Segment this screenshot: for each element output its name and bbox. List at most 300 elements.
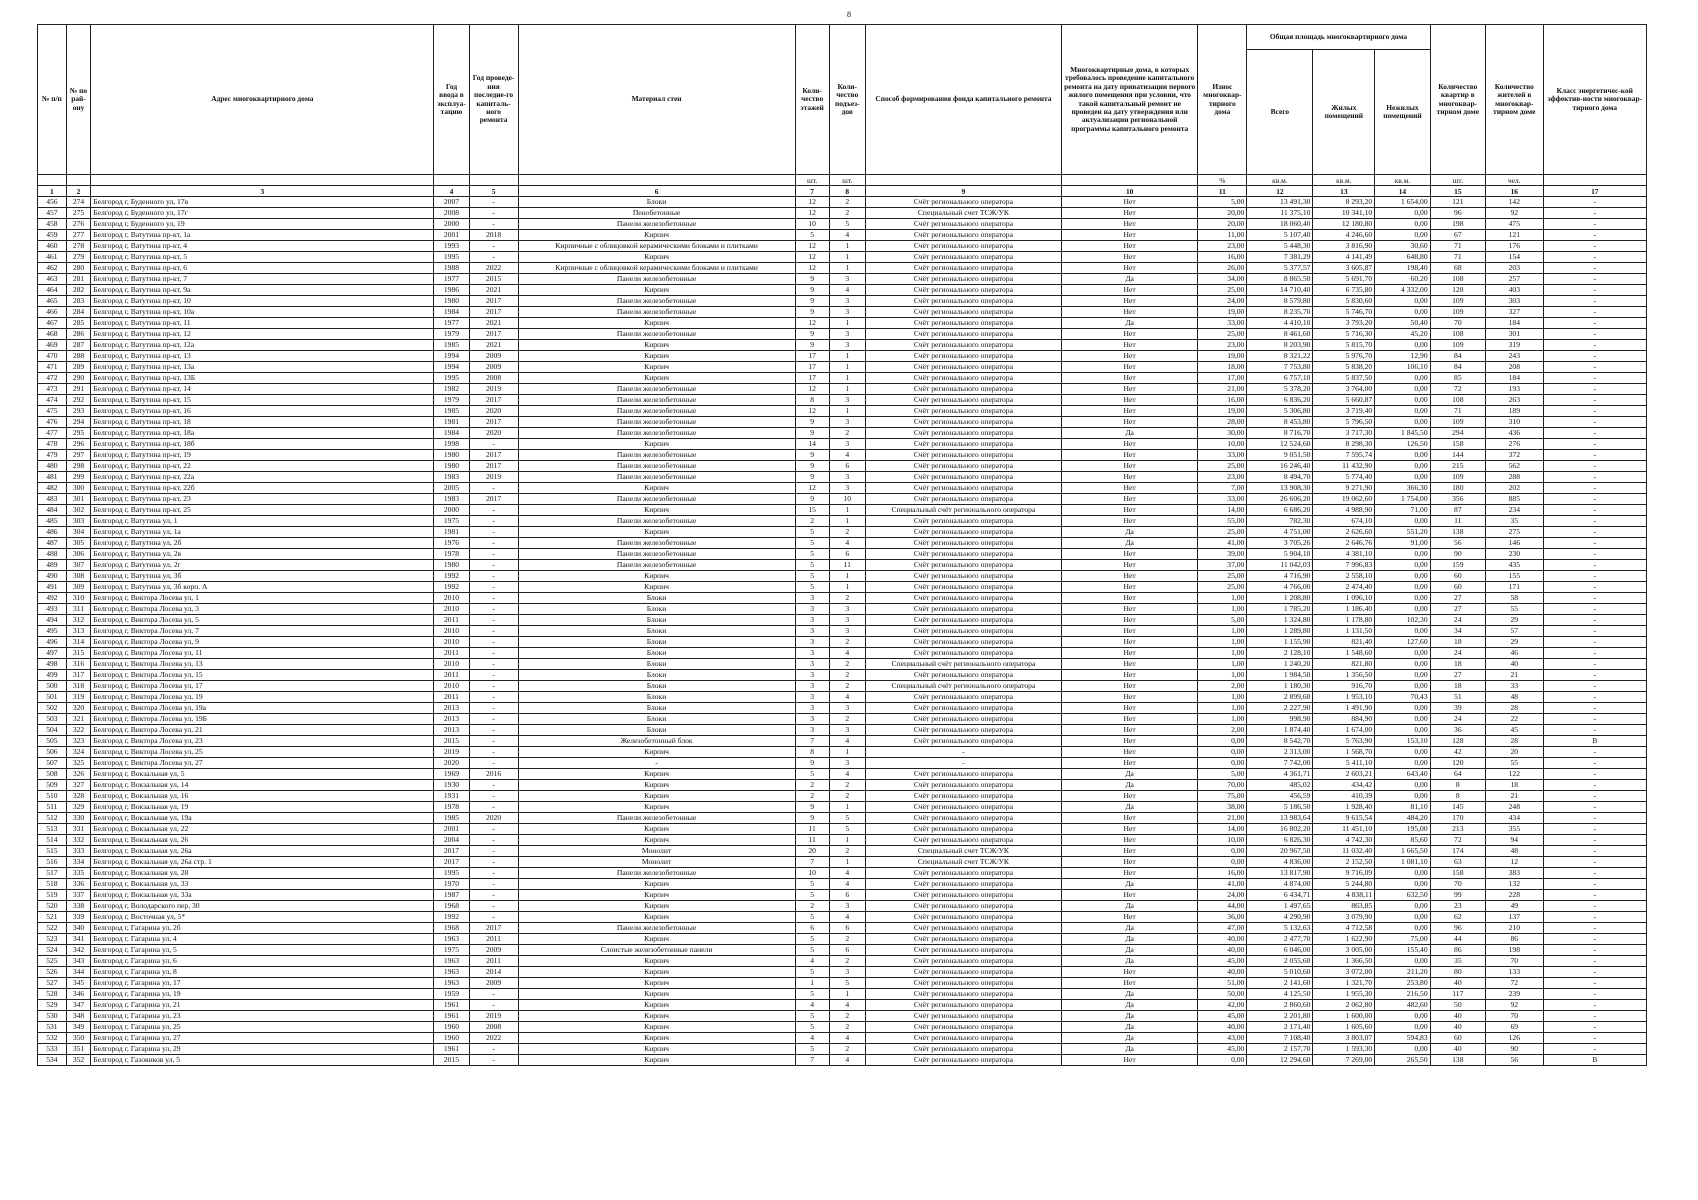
cell-floors: 9 bbox=[795, 461, 829, 472]
cell-entrances: 11 bbox=[829, 560, 865, 571]
cell-energy-class: - bbox=[1543, 758, 1646, 769]
cell-floors: 5 bbox=[795, 538, 829, 549]
cell-last-repair-year: - bbox=[469, 670, 518, 681]
cell-district-number: 275 bbox=[66, 208, 91, 219]
cell-area-total: 12 294,60 bbox=[1247, 1055, 1313, 1066]
cell-area-nonliving: 0,00 bbox=[1375, 923, 1430, 934]
cell-row-number: 471 bbox=[38, 362, 67, 373]
cell-year-built: 1985 bbox=[434, 813, 469, 824]
cell-area-nonliving: 0,00 bbox=[1375, 549, 1430, 560]
cell-wall-material: Блоки bbox=[518, 725, 795, 736]
cell-district-number: 331 bbox=[66, 824, 91, 835]
cell-wall-material: Панели железобетонные bbox=[518, 538, 795, 549]
cell-row-number: 467 bbox=[38, 318, 67, 329]
cell-residents: 48 bbox=[1486, 692, 1544, 703]
cell-year-built: 1988 bbox=[434, 263, 469, 274]
cell-repair-required: Нет bbox=[1061, 593, 1197, 604]
cell-district-number: 278 bbox=[66, 241, 91, 252]
cell-energy-class: - bbox=[1543, 483, 1646, 494]
cell-address: Белгород г, Ватутина пр-кт, 18 bbox=[91, 417, 434, 428]
cell-apartments: 145 bbox=[1430, 802, 1485, 813]
cell-row-number: 522 bbox=[38, 923, 67, 934]
cell-last-repair-year: - bbox=[469, 703, 518, 714]
cell-repair-required: Нет bbox=[1061, 472, 1197, 483]
cell-floors: 5 bbox=[795, 1011, 829, 1022]
cell-energy-class: - bbox=[1543, 208, 1646, 219]
cell-energy-class: - bbox=[1543, 670, 1646, 681]
cell-last-repair-year: 2021 bbox=[469, 318, 518, 329]
cell-wall-material: Кирпич bbox=[518, 373, 795, 384]
cell-wall-material: Панели железобетонные bbox=[518, 472, 795, 483]
column-number: 4 bbox=[434, 186, 469, 197]
cell-area-living: 3 072,00 bbox=[1313, 967, 1375, 978]
cell-area-total: 7 742,00 bbox=[1247, 758, 1313, 769]
header-floors: Коли-чество этажей bbox=[795, 25, 829, 175]
cell-area-living: 5 691,70 bbox=[1313, 274, 1375, 285]
cell-address: Белгород г, Ватутина пр-кт, 14 bbox=[91, 384, 434, 395]
cell-district-number: 279 bbox=[66, 252, 91, 263]
cell-area-total: 14 710,40 bbox=[1247, 285, 1313, 296]
cell-repair-required: Нет bbox=[1061, 978, 1197, 989]
cell-last-repair-year: - bbox=[469, 582, 518, 593]
cell-area-total: 5 186,50 bbox=[1247, 802, 1313, 813]
cell-year-built: 1985 bbox=[434, 406, 469, 417]
cell-entrances: 4 bbox=[829, 1033, 865, 1044]
cell-residents: 383 bbox=[1486, 868, 1544, 879]
cell-area-total: 9 051,50 bbox=[1247, 450, 1313, 461]
cell-entrances: 2 bbox=[829, 593, 865, 604]
cell-wear: 51,00 bbox=[1198, 978, 1247, 989]
cell-wear: 36,00 bbox=[1198, 912, 1247, 923]
cell-apartments: 198 bbox=[1430, 219, 1485, 230]
cell-area-living: 6 735,80 bbox=[1313, 285, 1375, 296]
cell-area-nonliving: 12,90 bbox=[1375, 351, 1430, 362]
cell-repair-required: Нет bbox=[1061, 637, 1197, 648]
cell-year-built: 1987 bbox=[434, 890, 469, 901]
cell-apartments: 40 bbox=[1430, 1044, 1485, 1055]
cell-entrances: 4 bbox=[829, 285, 865, 296]
cell-address: Белгород г, Ватутина ул, 1а bbox=[91, 527, 434, 538]
cell-fund-method: Счёт регионального оператора bbox=[865, 285, 1061, 296]
cell-residents: 475 bbox=[1486, 219, 1544, 230]
cell-last-repair-year: - bbox=[469, 846, 518, 857]
cell-district-number: 334 bbox=[66, 857, 91, 868]
cell-area-total: 4 751,00 bbox=[1247, 527, 1313, 538]
cell-wear: 40,00 bbox=[1198, 1022, 1247, 1033]
table-row bbox=[38, 395, 1647, 406]
cell-repair-required: Нет bbox=[1061, 912, 1197, 923]
cell-energy-class: - bbox=[1543, 571, 1646, 582]
cell-entrances: 4 bbox=[829, 230, 865, 241]
cell-area-total: 998,90 bbox=[1247, 714, 1313, 725]
cell-area-total: 2 055,60 bbox=[1247, 956, 1313, 967]
cell-year-built: 1994 bbox=[434, 351, 469, 362]
cell-floors: 4 bbox=[795, 1000, 829, 1011]
cell-wall-material: Кирпич bbox=[518, 1011, 795, 1022]
cell-wall-material: Кирпич bbox=[518, 318, 795, 329]
cell-repair-required: Нет bbox=[1061, 362, 1197, 373]
cell-area-living: 10 341,10 bbox=[1313, 208, 1375, 219]
cell-energy-class: - bbox=[1543, 494, 1646, 505]
cell-district-number: 310 bbox=[66, 593, 91, 604]
cell-area-nonliving: 0,00 bbox=[1375, 703, 1430, 714]
cell-energy-class: - bbox=[1543, 747, 1646, 758]
cell-row-number: 509 bbox=[38, 780, 67, 791]
cell-last-repair-year: 2009 bbox=[469, 351, 518, 362]
cell-residents: 28 bbox=[1486, 703, 1544, 714]
cell-district-number: 301 bbox=[66, 494, 91, 505]
cell-apartments: 109 bbox=[1430, 296, 1485, 307]
cell-fund-method: Счёт регионального оператора bbox=[865, 307, 1061, 318]
cell-entrances: 3 bbox=[829, 703, 865, 714]
table-row bbox=[38, 571, 1647, 582]
table-row bbox=[38, 582, 1647, 593]
cell-year-built: 1980 bbox=[434, 461, 469, 472]
cell-last-repair-year: 2017 bbox=[469, 450, 518, 461]
cell-entrances: 1 bbox=[829, 384, 865, 395]
cell-fund-method: Счёт регионального оператора bbox=[865, 593, 1061, 604]
cell-last-repair-year: - bbox=[469, 527, 518, 538]
cell-repair-required: Нет bbox=[1061, 395, 1197, 406]
cell-last-repair-year: - bbox=[469, 989, 518, 1000]
cell-fund-method: Счёт регионального оператора bbox=[865, 1055, 1061, 1066]
cell-year-built: 1992 bbox=[434, 571, 469, 582]
cell-wall-material: Кирпич bbox=[518, 791, 795, 802]
table-row bbox=[38, 560, 1647, 571]
cell-repair-required: Да bbox=[1061, 945, 1197, 956]
cell-address: Белгород г, Виктора Лосева ул, 1 bbox=[91, 593, 434, 604]
cell-address: Белгород г, Вокзальная ул, 26а стр. 1 bbox=[91, 857, 434, 868]
cell-energy-class: - bbox=[1543, 967, 1646, 978]
cell-apartments: 60 bbox=[1430, 1033, 1485, 1044]
cell-repair-required: Да bbox=[1061, 879, 1197, 890]
cell-year-built: 1970 bbox=[434, 879, 469, 890]
cell-area-living: 3 719,40 bbox=[1313, 406, 1375, 417]
unit-floors: шт. bbox=[795, 175, 829, 186]
cell-row-number: 498 bbox=[38, 659, 67, 670]
cell-area-total: 6 434,71 bbox=[1247, 890, 1313, 901]
cell-row-number: 469 bbox=[38, 340, 67, 351]
cell-floors: 3 bbox=[795, 725, 829, 736]
cell-area-nonliving: 594,83 bbox=[1375, 1033, 1430, 1044]
cell-apartments: 40 bbox=[1430, 1022, 1485, 1033]
cell-fund-method: Специальный счет ТСЖ/УК bbox=[865, 846, 1061, 857]
cell-area-total: 1 497,65 bbox=[1247, 901, 1313, 912]
cell-wall-material: Панели железобетонные bbox=[518, 923, 795, 934]
cell-entrances: 1 bbox=[829, 252, 865, 263]
cell-entrances: 2 bbox=[829, 714, 865, 725]
cell-area-living: 863,85 bbox=[1313, 901, 1375, 912]
cell-wall-material: Кирпич bbox=[518, 483, 795, 494]
cell-area-living: 5 815,70 bbox=[1313, 340, 1375, 351]
cell-repair-required: Нет bbox=[1061, 967, 1197, 978]
cell-year-built: 2020 bbox=[434, 758, 469, 769]
cell-energy-class: - bbox=[1543, 956, 1646, 967]
cell-last-repair-year: - bbox=[469, 736, 518, 747]
cell-residents: 176 bbox=[1486, 241, 1544, 252]
cell-fund-method: Счёт регионального оператора bbox=[865, 824, 1061, 835]
cell-area-nonliving: 216,50 bbox=[1375, 989, 1430, 1000]
cell-area-total: 8 235,70 bbox=[1247, 307, 1313, 318]
header-wall-material: Материал стен bbox=[518, 25, 795, 175]
cell-last-repair-year: - bbox=[469, 835, 518, 846]
cell-area-living: 5 716,30 bbox=[1313, 329, 1375, 340]
cell-repair-required: Нет bbox=[1061, 560, 1197, 571]
cell-wall-material: Блоки bbox=[518, 648, 795, 659]
table-row bbox=[38, 890, 1647, 901]
cell-wear: 25,00 bbox=[1198, 582, 1247, 593]
cell-district-number: 293 bbox=[66, 406, 91, 417]
cell-wear: 14,00 bbox=[1198, 505, 1247, 516]
cell-area-total: 8 321,22 bbox=[1247, 351, 1313, 362]
cell-address: Белгород г, Вокзальная ул, 19 bbox=[91, 802, 434, 813]
cell-address: Белгород г, Гагарина ул, 4 bbox=[91, 934, 434, 945]
unit-area-nonliving: кв.м. bbox=[1375, 175, 1430, 186]
cell-energy-class: - bbox=[1543, 901, 1646, 912]
cell-year-built: 2017 bbox=[434, 857, 469, 868]
table-row bbox=[38, 714, 1647, 725]
cell-area-total: 1 155,90 bbox=[1247, 637, 1313, 648]
cell-area-nonliving: 1 654,00 bbox=[1375, 197, 1430, 208]
table-row bbox=[38, 307, 1647, 318]
cell-residents: 35 bbox=[1486, 516, 1544, 527]
cell-wear: 10,00 bbox=[1198, 835, 1247, 846]
cell-area-living: 19 062,60 bbox=[1313, 494, 1375, 505]
cell-row-number: 460 bbox=[38, 241, 67, 252]
cell-wear: 25,00 bbox=[1198, 285, 1247, 296]
cell-area-nonliving: 366,30 bbox=[1375, 483, 1430, 494]
cell-last-repair-year: - bbox=[469, 219, 518, 230]
cell-district-number: 295 bbox=[66, 428, 91, 439]
cell-apartments: 24 bbox=[1430, 714, 1485, 725]
cell-address: Белгород г, Вокзальная ул, 14 bbox=[91, 780, 434, 791]
cell-row-number: 519 bbox=[38, 890, 67, 901]
cell-floors: 5 bbox=[795, 560, 829, 571]
cell-fund-method: Счёт регионального оператора bbox=[865, 923, 1061, 934]
cell-repair-required: Нет bbox=[1061, 824, 1197, 835]
cell-area-total: 2 157,70 bbox=[1247, 1044, 1313, 1055]
table-row bbox=[38, 593, 1647, 604]
table-row bbox=[38, 659, 1647, 670]
cell-wall-material: Кирпич bbox=[518, 340, 795, 351]
cell-area-nonliving: 0,00 bbox=[1375, 1011, 1430, 1022]
cell-address: Белгород г, Вокзальная ул, 22 bbox=[91, 824, 434, 835]
cell-entrances: 1 bbox=[829, 318, 865, 329]
cell-district-number: 335 bbox=[66, 868, 91, 879]
cell-year-built: 1963 bbox=[434, 956, 469, 967]
cell-wear: 40,00 bbox=[1198, 945, 1247, 956]
cell-energy-class: - bbox=[1543, 505, 1646, 516]
cell-year-built: 2010 bbox=[434, 593, 469, 604]
cell-floors: 7 bbox=[795, 1055, 829, 1066]
cell-entrances: 5 bbox=[829, 978, 865, 989]
cell-fund-method: Счёт регионального оператора bbox=[865, 494, 1061, 505]
cell-repair-required: Нет bbox=[1061, 505, 1197, 516]
cell-area-nonliving: 0,00 bbox=[1375, 1044, 1430, 1055]
cell-entrances: 4 bbox=[829, 736, 865, 747]
cell-row-number: 490 bbox=[38, 571, 67, 582]
cell-repair-required: Нет bbox=[1061, 736, 1197, 747]
header-district-number: № по рай-ону bbox=[66, 25, 91, 175]
cell-last-repair-year: 2017 bbox=[469, 395, 518, 406]
cell-area-nonliving: 1 754,00 bbox=[1375, 494, 1430, 505]
cell-address: Белгород г, Виктора Лосева ул, 17 bbox=[91, 681, 434, 692]
cell-floors: 1 bbox=[795, 978, 829, 989]
cell-area-total: 6 686,20 bbox=[1247, 505, 1313, 516]
cell-address: Белгород г, Виктора Лосева ул, 19а bbox=[91, 703, 434, 714]
cell-residents: 45 bbox=[1486, 725, 1544, 736]
cell-last-repair-year: 2022 bbox=[469, 263, 518, 274]
cell-area-nonliving: 0,00 bbox=[1375, 593, 1430, 604]
cell-row-number: 478 bbox=[38, 439, 67, 450]
cell-wear: 2,00 bbox=[1198, 681, 1247, 692]
cell-wear: 38,00 bbox=[1198, 802, 1247, 813]
cell-area-living: 4 381,10 bbox=[1313, 549, 1375, 560]
cell-year-built: 1983 bbox=[434, 494, 469, 505]
cell-wall-material: Панели железобетонные bbox=[518, 219, 795, 230]
cell-district-number: 339 bbox=[66, 912, 91, 923]
cell-wear: 45,00 bbox=[1198, 1044, 1247, 1055]
cell-residents: 92 bbox=[1486, 208, 1544, 219]
housing-registry-table bbox=[37, 24, 1647, 1066]
cell-area-nonliving: 1 081,10 bbox=[1375, 857, 1430, 868]
cell-fund-method: Счёт регионального оператора bbox=[865, 406, 1061, 417]
cell-floors: 9 bbox=[795, 296, 829, 307]
cell-repair-required: Да bbox=[1061, 274, 1197, 285]
table-row bbox=[38, 648, 1647, 659]
table-row bbox=[38, 241, 1647, 252]
cell-entrances: 2 bbox=[829, 1044, 865, 1055]
cell-wear: 10,00 bbox=[1198, 439, 1247, 450]
cell-residents: 310 bbox=[1486, 417, 1544, 428]
cell-energy-class: - bbox=[1543, 593, 1646, 604]
cell-area-living: 8 293,20 bbox=[1313, 197, 1375, 208]
cell-energy-class: - bbox=[1543, 461, 1646, 472]
cell-wear: 24,00 bbox=[1198, 890, 1247, 901]
cell-row-number: 524 bbox=[38, 945, 67, 956]
cell-apartments: 51 bbox=[1430, 692, 1485, 703]
cell-address: Белгород г, Виктора Лосева ул, 25 bbox=[91, 747, 434, 758]
cell-year-built: 1986 bbox=[434, 285, 469, 296]
cell-residents: 155 bbox=[1486, 571, 1544, 582]
cell-row-number: 512 bbox=[38, 813, 67, 824]
cell-apartments: 158 bbox=[1430, 439, 1485, 450]
cell-wall-material: Панели железобетонные bbox=[518, 461, 795, 472]
cell-wall-material: Блоки bbox=[518, 659, 795, 670]
cell-floors: 5 bbox=[795, 879, 829, 890]
cell-repair-required: Нет bbox=[1061, 571, 1197, 582]
cell-area-total: 2 201,80 bbox=[1247, 1011, 1313, 1022]
cell-wear: 5,00 bbox=[1198, 769, 1247, 780]
cell-residents: 90 bbox=[1486, 1044, 1544, 1055]
cell-area-living: 410,39 bbox=[1313, 791, 1375, 802]
cell-year-built: 2010 bbox=[434, 626, 469, 637]
cell-energy-class: - bbox=[1543, 560, 1646, 571]
cell-entrances: 1 bbox=[829, 582, 865, 593]
cell-apartments: 34 bbox=[1430, 626, 1485, 637]
cell-address: Белгород г, Виктора Лосева ул, 3 bbox=[91, 604, 434, 615]
cell-energy-class: - bbox=[1543, 527, 1646, 538]
cell-row-number: 483 bbox=[38, 494, 67, 505]
table-row bbox=[38, 439, 1647, 450]
cell-fund-method: Счёт регионального оператора bbox=[865, 648, 1061, 659]
cell-wear: 23,00 bbox=[1198, 472, 1247, 483]
cell-wall-material: Монолит bbox=[518, 846, 795, 857]
cell-residents: 122 bbox=[1486, 769, 1544, 780]
cell-energy-class: - bbox=[1543, 197, 1646, 208]
cell-energy-class: - bbox=[1543, 263, 1646, 274]
cell-floors: 17 bbox=[795, 373, 829, 384]
cell-area-living: 3 816,90 bbox=[1313, 241, 1375, 252]
cell-address: Белгород г, Ватутина пр-кт, 12а bbox=[91, 340, 434, 351]
cell-area-living: 7 996,83 bbox=[1313, 560, 1375, 571]
cell-year-built: 1978 bbox=[434, 802, 469, 813]
cell-area-total: 2 171,40 bbox=[1247, 1022, 1313, 1033]
cell-apartments: 42 bbox=[1430, 747, 1485, 758]
cell-last-repair-year: - bbox=[469, 560, 518, 571]
cell-energy-class: - bbox=[1543, 549, 1646, 560]
cell-year-built: 2011 bbox=[434, 615, 469, 626]
cell-repair-required: Нет bbox=[1061, 494, 1197, 505]
cell-last-repair-year: - bbox=[469, 571, 518, 582]
cell-district-number: 336 bbox=[66, 879, 91, 890]
cell-floors: 9 bbox=[795, 340, 829, 351]
cell-district-number: 346 bbox=[66, 989, 91, 1000]
cell-area-total: 4 290,90 bbox=[1247, 912, 1313, 923]
cell-energy-class: - bbox=[1543, 648, 1646, 659]
cell-address: Белгород г, Виктора Лосева ул, 19 bbox=[91, 692, 434, 703]
cell-apartments: 63 bbox=[1430, 857, 1485, 868]
cell-year-built: 2015 bbox=[434, 736, 469, 747]
cell-year-built: 2010 bbox=[434, 659, 469, 670]
cell-year-built: 1977 bbox=[434, 318, 469, 329]
cell-energy-class: - bbox=[1543, 802, 1646, 813]
table-row bbox=[38, 351, 1647, 362]
cell-area-total: 1 180,30 bbox=[1247, 681, 1313, 692]
cell-area-total: 4 766,00 bbox=[1247, 582, 1313, 593]
table-row bbox=[38, 373, 1647, 384]
cell-area-living: 9 615,54 bbox=[1313, 813, 1375, 824]
cell-wear: 45,00 bbox=[1198, 1011, 1247, 1022]
cell-address: Белгород г, Буденного ул, 17в bbox=[91, 197, 434, 208]
cell-district-number: 287 bbox=[66, 340, 91, 351]
cell-wall-material: Кирпич bbox=[518, 901, 795, 912]
column-number: 15 bbox=[1430, 186, 1485, 197]
cell-row-number: 456 bbox=[38, 197, 67, 208]
cell-repair-required: Нет bbox=[1061, 582, 1197, 593]
cell-year-built: 1992 bbox=[434, 912, 469, 923]
cell-entrances: 4 bbox=[829, 538, 865, 549]
cell-entrances: 2 bbox=[829, 791, 865, 802]
cell-fund-method: Счёт регионального оператора bbox=[865, 384, 1061, 395]
cell-fund-method: Счёт регионального оператора bbox=[865, 329, 1061, 340]
cell-repair-required: Нет bbox=[1061, 670, 1197, 681]
cell-area-nonliving: 0,00 bbox=[1375, 879, 1430, 890]
cell-address: Белгород г, Гагарина ул, 23 bbox=[91, 1011, 434, 1022]
cell-year-built: 1998 bbox=[434, 439, 469, 450]
cell-repair-required: Да bbox=[1061, 318, 1197, 329]
cell-wall-material: Слоистые железобетонные панели bbox=[518, 945, 795, 956]
cell-wall-material: Кирпич bbox=[518, 1033, 795, 1044]
cell-apartments: 40 bbox=[1430, 1011, 1485, 1022]
cell-last-repair-year: - bbox=[469, 912, 518, 923]
cell-row-number: 489 bbox=[38, 560, 67, 571]
cell-address: Белгород г, Вокзальная ул, 26 bbox=[91, 835, 434, 846]
cell-address: Белгород г, Ватутина пр-кт, 7 bbox=[91, 274, 434, 285]
cell-last-repair-year: 2021 bbox=[469, 340, 518, 351]
cell-energy-class: - bbox=[1543, 813, 1646, 824]
cell-floors: 3 bbox=[795, 593, 829, 604]
